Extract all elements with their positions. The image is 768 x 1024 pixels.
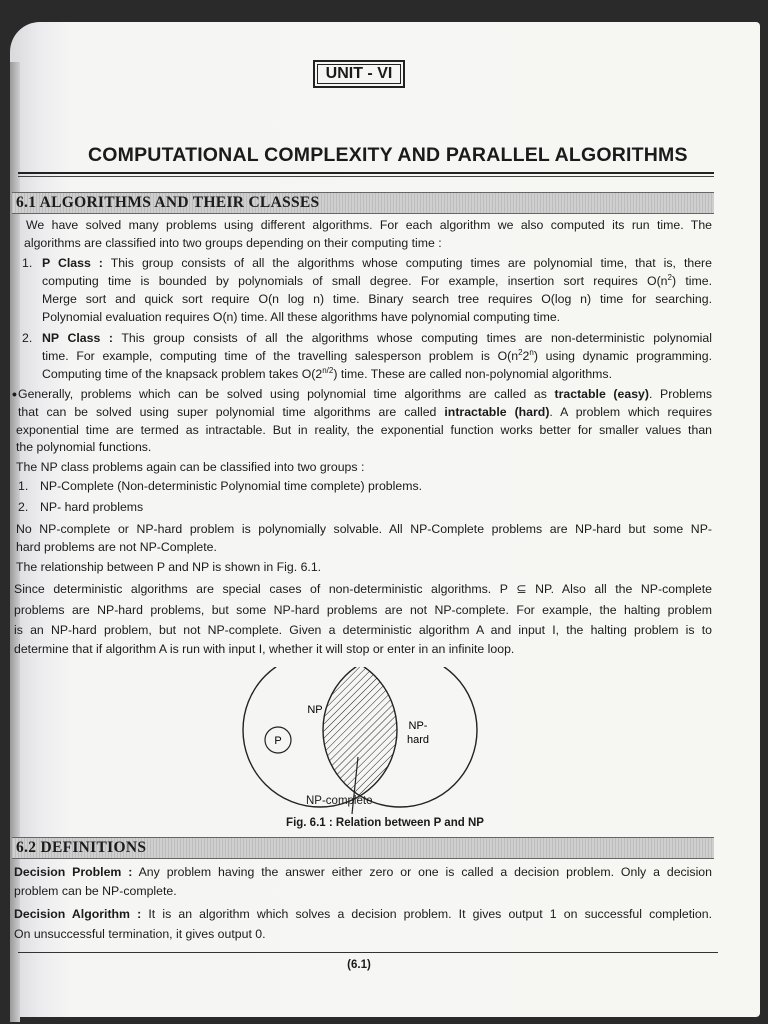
p-class-text-2b: ) time. — [671, 274, 712, 288]
p-class-line-2 — [42, 273, 712, 291]
tractable-term: tractable (easy) — [554, 387, 649, 401]
decision-algorithm-line-2: On unsuccessful termination, it gives output 0. — [14, 927, 266, 941]
p-label: P — [274, 735, 282, 747]
decision-problem-line-2: problem can be NP-complete. — [14, 884, 177, 898]
np-complete-region — [323, 667, 477, 807]
np-class-text-2a: time. For example, computing time of the travelling salesperson problem is O(n — [42, 349, 519, 363]
np-class-line-2 — [42, 348, 712, 366]
intractable-term: intractable (hard) — [444, 405, 550, 419]
np-class-sup-3: n/2 — [322, 366, 334, 375]
np-hard-label-1: NP- — [408, 720, 428, 732]
bullet-marker: • — [12, 386, 17, 402]
generally-line-4: the polynomial functions. — [16, 440, 152, 454]
book-page — [10, 22, 760, 1017]
since-line-1: Since deterministic algorithms are special cases of non-deterministic algorithms. P ⊆ NP. Also all the NP-complete — [14, 582, 712, 596]
p-class-number: 1. — [22, 256, 33, 270]
np-groups-num-1: 1. — [18, 479, 29, 493]
np-class-text-2c: ) using dynamic programming. — [533, 349, 712, 363]
p-class-line-3: Merge sort and quick sort require O(n log n) time. Binary search tree requires O(log n) time for searching. — [42, 292, 712, 306]
np-groups-intro: The NP class problems again can be classified into two groups : — [16, 460, 365, 474]
p-class-label: P Class : — [42, 256, 103, 270]
generally-line-3: exponential time are termed as intractable. But in reality, the exponential function works better for smaller values than — [16, 423, 712, 437]
np-complete-label: NP-complete — [306, 795, 373, 807]
generally-text-2a: that can be solved using super polynomial time algorithms are called — [18, 405, 445, 419]
intro-line-1: We have solved many problems using different algorithms. For each algorithm we also computed its run time. The — [26, 218, 712, 232]
page-number: (6.1) — [347, 959, 371, 971]
np-class-number: 2. — [22, 331, 33, 345]
np-class-sup-1: 2 — [518, 348, 523, 357]
generally-line-1 — [18, 386, 712, 404]
np-class-sup-2: n — [529, 348, 534, 357]
definitions-heading: 6.2 DEFINITIONS — [16, 839, 147, 856]
relationship-line: The relationship between P and NP is shown in Fig. 6.1. — [16, 560, 322, 574]
np-hard-label-2: hard — [406, 734, 430, 746]
np-class-text-3a: Computing time of the knapsack problem takes O(2 — [42, 367, 323, 381]
np-class-label: NP Class : — [42, 331, 113, 345]
since-line-3: is an NP-hard problem, but not NP-complete. Given a deterministic algorithm A and input I, the halting problem is to — [14, 623, 712, 637]
np-class-text-1: This group consists of all the algorithms whose computing times are non-deterministic polynomial — [121, 331, 712, 345]
np-class-text-2b: 2 — [522, 349, 530, 363]
generally-line-2 — [18, 404, 712, 422]
p-class-line-1 — [42, 255, 712, 273]
definitions-heading-bar — [12, 837, 714, 859]
np-class-line-3 — [42, 366, 612, 384]
since-line-4: determine that if algorithm A is run with input I, whether it will stop or enter in an infinite loop. — [14, 642, 515, 656]
decision-problem-line-1 — [14, 864, 712, 882]
generally-text-1a: Generally, problems which can be solved using polynomial time algorithms are called as — [18, 387, 555, 401]
np-class-text-3b: ) time. These are called non-polynomial algorithms. — [333, 367, 612, 381]
p-class-sup: 2 — [667, 273, 672, 282]
p-class-text-2a: computing time is bounded by polynomials of small degree. For example, insertion sort requires O(n — [42, 274, 668, 288]
title-rule-thin — [18, 176, 714, 177]
unit-label: UNIT - VI — [313, 60, 405, 88]
decision-problem-text-1: Any problem having the answer either zero or one is called a decision problem. Only a decision — [138, 865, 712, 879]
np-label: NP — [307, 704, 323, 716]
decision-algorithm-label: Decision Algorithm : — [14, 907, 142, 921]
figure-caption: Fig. 6.1 : Relation between P and NP — [286, 817, 484, 829]
chapter-title: COMPUTATIONAL COMPLEXITY AND PARALLEL ALGORITHMS — [88, 144, 688, 166]
np-groups-item-2: NP- hard problems — [40, 500, 144, 514]
np-class-line-1 — [42, 330, 712, 348]
no-np-line-1: No NP-complete or NP-hard problem is polynomially solvable. All NP-Complete problems are NP-hard but some NP- — [16, 522, 712, 536]
section-heading-bar — [12, 192, 714, 214]
decision-problem-label: Decision Problem : — [14, 865, 133, 879]
generally-text-2b: . A problem which requires — [549, 405, 712, 419]
no-np-line-2: hard problems are not NP-Complete. — [16, 540, 217, 554]
p-class-line-4: Polynomial evaluation requires O(n) time. All these algorithms have polynomial computing time. — [42, 310, 561, 324]
intro-line-2: algorithms are classified into two groups depending on their computing time : — [24, 236, 442, 250]
section-heading: 6.1 ALGORITHMS AND THEIR CLASSES — [16, 194, 320, 211]
since-line-2: problems are NP-hard problems, but some NP-hard problems are not NP-complete. For example, the halting problem — [14, 603, 712, 617]
np-groups-item-1: NP-Complete (Non-deterministic Polynomial time complete) problems. — [40, 479, 423, 493]
decision-algorithm-text-1: It is an algorithm which solves a decision problem. It gives output 1 on successful completion. — [148, 907, 712, 921]
footer-rule — [18, 952, 718, 953]
p-class-text-1: This group consists of all the algorithms whose computing times are polynomial time, that is, there — [110, 256, 712, 270]
generally-text-1b: . Problems — [648, 387, 712, 401]
np-groups-num-2: 2. — [18, 500, 29, 514]
decision-algorithm-line-1 — [14, 906, 712, 924]
title-rule-thick — [18, 172, 714, 174]
